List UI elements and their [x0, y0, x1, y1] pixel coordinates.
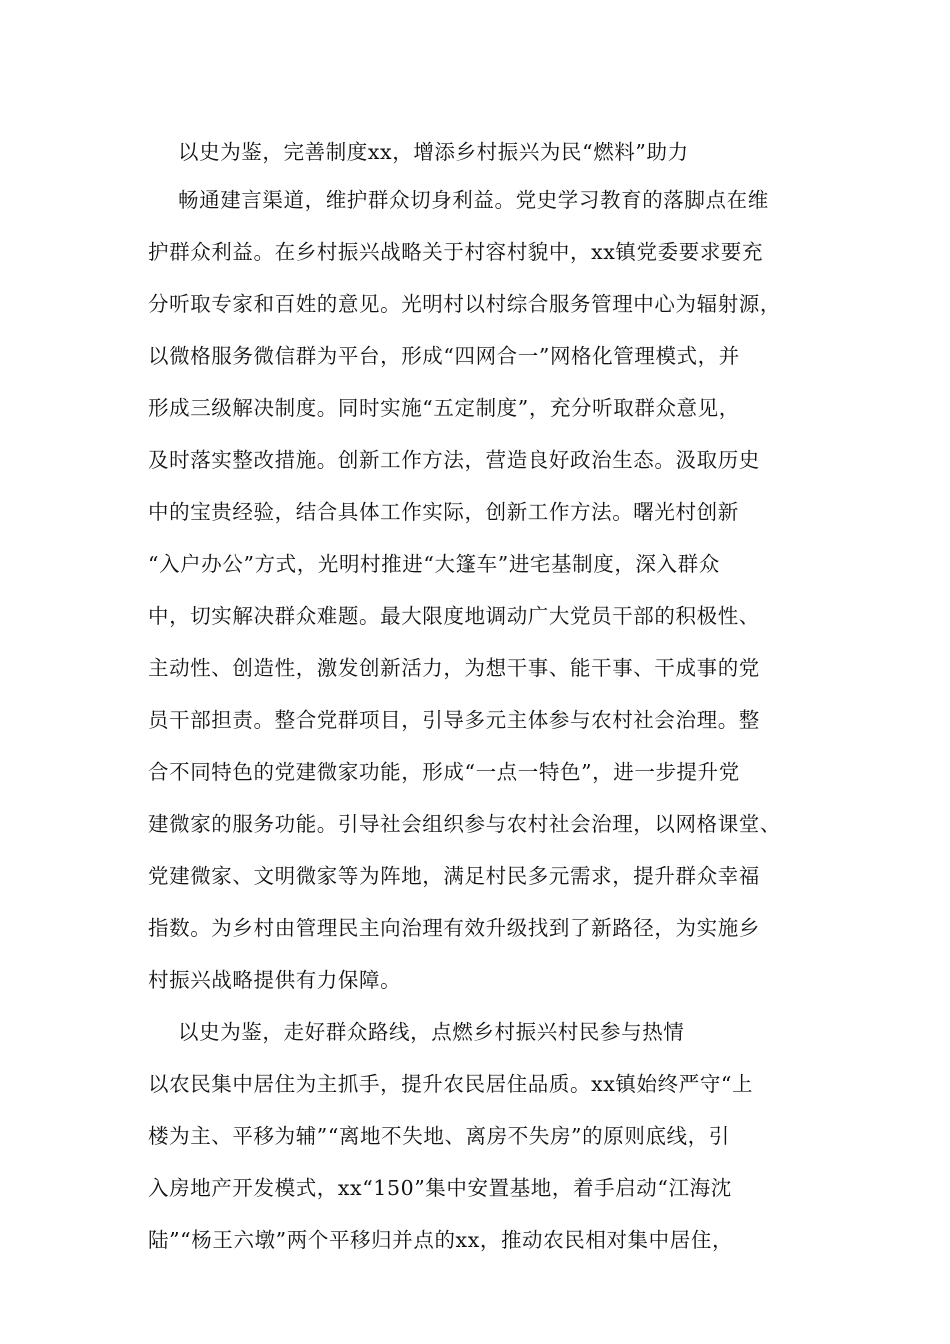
- paragraph-line: 陆”“杨王六墩”两个平移归并点的xx，推动农民相对集中居住，: [148, 1228, 734, 1252]
- paragraph-line: 形成三级解决制度。同时实施“五定制度”，充分听取群众意见，: [148, 396, 740, 420]
- paragraph-line: 党建微家、文明微家等为阵地，满足村民多元需求，提升群众幸福: [148, 864, 760, 888]
- paragraph-line: 中，切实解决群众难题。最大限度地调动广大党员干部的积极性、: [148, 604, 760, 628]
- paragraph-line: 入房地产开发模式，xx“150”集中安置基地，着手启动“江海沈: [148, 1176, 732, 1200]
- paragraph-line: 村振兴战略提供有力保障。: [148, 968, 402, 992]
- paragraph-line: “入户办公”方式，光明村推进“大篷车”进宅基制度，深入群众: [148, 552, 720, 576]
- paragraph-line: 楼为主、平移为辅”“离地不失地、离房不失房”的原则底线，引: [148, 1124, 730, 1148]
- paragraph-line: 建微家的服务功能。引导社会组织参与农村社会治理，以网格课堂、: [148, 812, 781, 836]
- paragraph-line: 指数。为乡村由管理民主向治理有效升级找到了新路径，为实施乡: [148, 916, 760, 940]
- paragraph-line: 及时落实整改措施。创新工作方法，营造良好政治生态。汲取历史: [148, 448, 760, 472]
- section-heading-2: 以史为鉴，走好群众路线，点燃乡村振兴村民参与热情: [178, 1020, 685, 1044]
- paragraph-line: 以微格服务微信群为平台，形成“四网合一”网格化管理模式，并: [148, 344, 740, 368]
- paragraph-line: 以农民集中居住为主抓手，提升农民居住品质。xx镇始终严守“上: [148, 1072, 754, 1096]
- section-heading-1: 以史为鉴，完善制度xx，增添乡村振兴为民“燃料”助力: [178, 140, 689, 164]
- paragraph-line: 主动性、创造性，激发创新活力，为想干事、能干事、干成事的党: [148, 656, 760, 680]
- paragraph-line: 分听取专家和百姓的意见。光明村以村综合服务管理中心为辐射源，: [148, 292, 781, 316]
- paragraph-line: 护群众利益。在乡村振兴战略关于村容村貌中，xx镇党委要求要充: [148, 240, 764, 264]
- paragraph-line: 畅通建言渠道，维护群众切身利益。党史学习教育的落脚点在维: [178, 188, 769, 212]
- paragraph-line: 中的宝贵经验，结合具体工作实际，创新工作方法。曙光村创新: [148, 500, 739, 524]
- paragraph-line: 员干部担责。整合党群项目，引导多元主体参与农村社会治理。整: [148, 708, 760, 732]
- paragraph-line: 合不同特色的党建微家功能，形成“一点一特色”，进一步提升党: [148, 760, 740, 784]
